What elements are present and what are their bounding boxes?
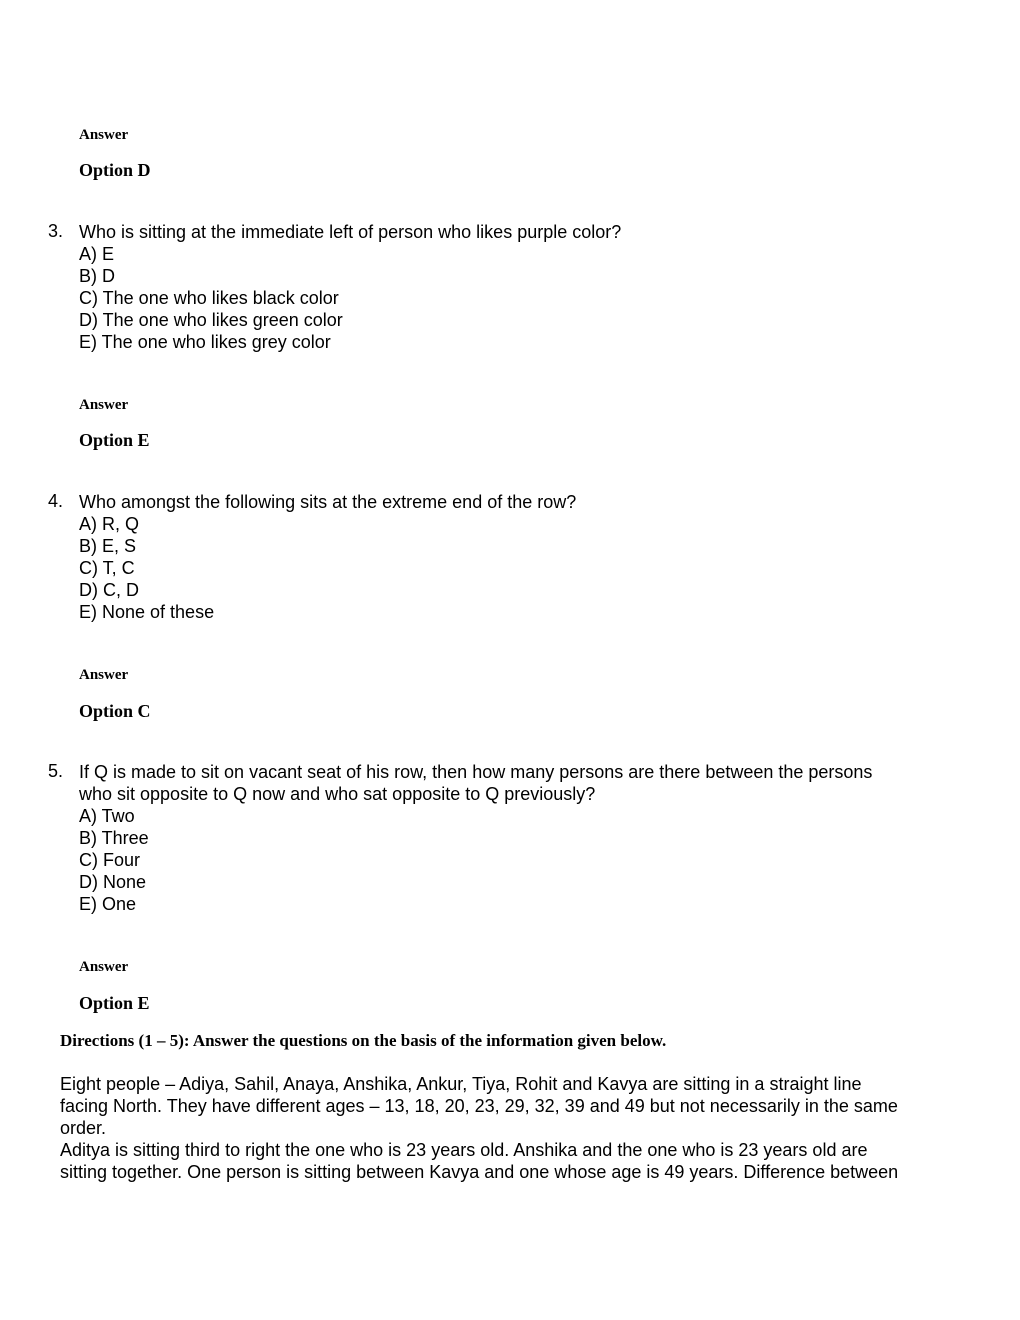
answer-label: Answer [79,127,129,143]
question-text-line-2: who sit opposite to Q now and who sat opposite to Q previously? [79,784,596,804]
option-item: E) One [79,894,137,914]
paragraph-line: sitting together. One person is sitting between Kavya and one whose age is 49 years. Difference between [60,1162,899,1182]
option-list [79,243,343,353]
paragraph-line: Aditya is sitting third to right the one who is 23 years old. Anshika and the one who is 23 years old are [60,1140,868,1160]
answer-value: Option E [79,993,150,1013]
option-item: A) Two [79,806,135,826]
option-item: B) Three [79,828,149,848]
option-item: A) R, Q [79,514,140,534]
answer-label: Answer [79,397,129,413]
option-item: D) The one who likes green color [79,310,343,330]
answer-value: Option E [79,430,150,450]
answer-value: Option D [79,160,151,180]
paragraph-line: Eight people – Adiya, Sahil, Anaya, Anshika, Ankur, Tiya, Rohit and Kavya are sitting in a straight line [60,1074,862,1094]
option-item: B) E, S [79,536,137,556]
question-text-line-1: If Q is made to sit on vacant seat of his row, then how many persons are there between the persons [79,762,873,782]
directions-paragraph [60,1073,960,1183]
option-list [79,805,149,915]
question-number: 4. [48,491,64,511]
answer-label: Answer [79,667,129,683]
question-text: Who amongst the following sits at the extreme end of the row? [79,492,577,512]
option-list [79,513,214,623]
answer-label: Answer [79,959,129,975]
option-item: E) None of these [79,602,215,622]
question-number: 5. [48,761,64,781]
question-text: Who is sitting at the immediate left of person who likes purple color? [79,222,622,242]
answer-value: Option C [79,701,151,721]
paragraph-line: order. [60,1118,107,1138]
option-item: E) The one who likes grey color [79,332,331,352]
option-item: D) C, D [79,580,139,600]
option-item: B) D [79,266,115,286]
option-item: C) T, C [79,558,135,578]
option-item: A) E [79,244,115,264]
directions-heading: Directions (1 – 5): Answer the questions on the basis of the information given below. [60,1031,667,1050]
option-item: C) Four [79,850,141,870]
question-number: 3. [48,221,64,241]
paragraph-line: facing North. They have different ages – 13, 18, 20, 23, 29, 32, 39 and 49 but not necessarily in the same [60,1096,898,1116]
option-item: C) The one who likes black color [79,288,339,308]
option-item: D) None [79,872,147,892]
